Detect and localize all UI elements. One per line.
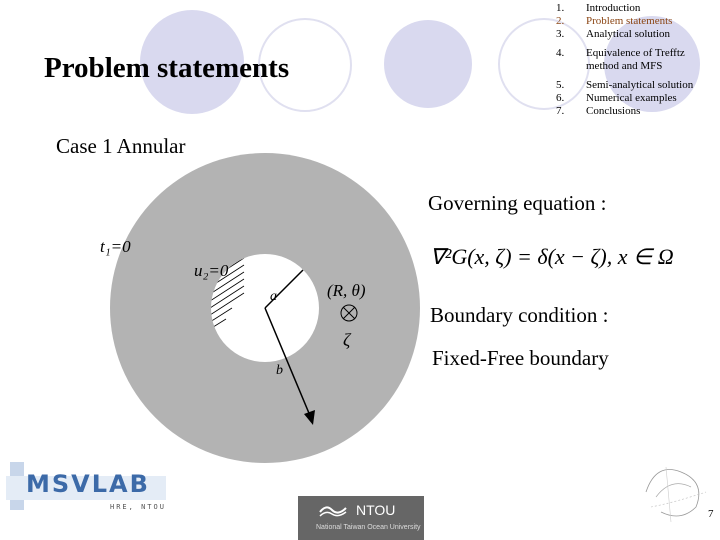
ntou-banner	[298, 496, 424, 540]
page-title: Problem statements	[44, 52, 290, 84]
toc-item[interactable]: 7. Conclusions	[556, 105, 641, 117]
boundary-condition-label: Boundary condition :	[430, 303, 609, 327]
toc-item[interactable]: 3. Analytical solution	[556, 28, 671, 40]
sketch-illustration	[636, 452, 718, 530]
source-label: ζ	[343, 330, 351, 350]
logo-subtext: HRE, NTOU	[110, 503, 166, 511]
radius-a-label: a	[270, 289, 277, 304]
radius-b-label: b	[276, 363, 283, 378]
case-subtitle: Case 1 Annular	[56, 134, 186, 158]
toc-item[interactable]: 6. Numerical examples	[556, 92, 677, 104]
ntou-name: NTOU	[356, 502, 396, 518]
toc-item-active[interactable]: 2. Problem statements	[556, 15, 673, 27]
governing-equation-label: Governing equation :	[428, 191, 607, 215]
ntou-wave-icon	[318, 502, 348, 518]
governing-equation: ∇²G(x, ζ) = δ(x − ζ), x ∈ Ω	[430, 244, 674, 269]
toc-item[interactable]: 5. Semi-analytical solution	[556, 79, 694, 91]
toc-item[interactable]: 1. Introduction	[556, 2, 641, 14]
logo-text: MSVLAB	[26, 470, 150, 498]
page-number: 7	[708, 508, 714, 520]
inner-bc-label: u₂=0	[194, 261, 229, 280]
source-coord-label: (R, θ)	[327, 281, 366, 300]
ntou-subtitle: National Taiwan Ocean University	[316, 524, 421, 531]
toc-item[interactable]: 4. Equivalence of Trefftz method and MFS	[556, 47, 685, 72]
outer-bc-label: t₁=0	[100, 237, 131, 256]
fixed-free-label: Fixed-Free boundary	[432, 346, 609, 370]
